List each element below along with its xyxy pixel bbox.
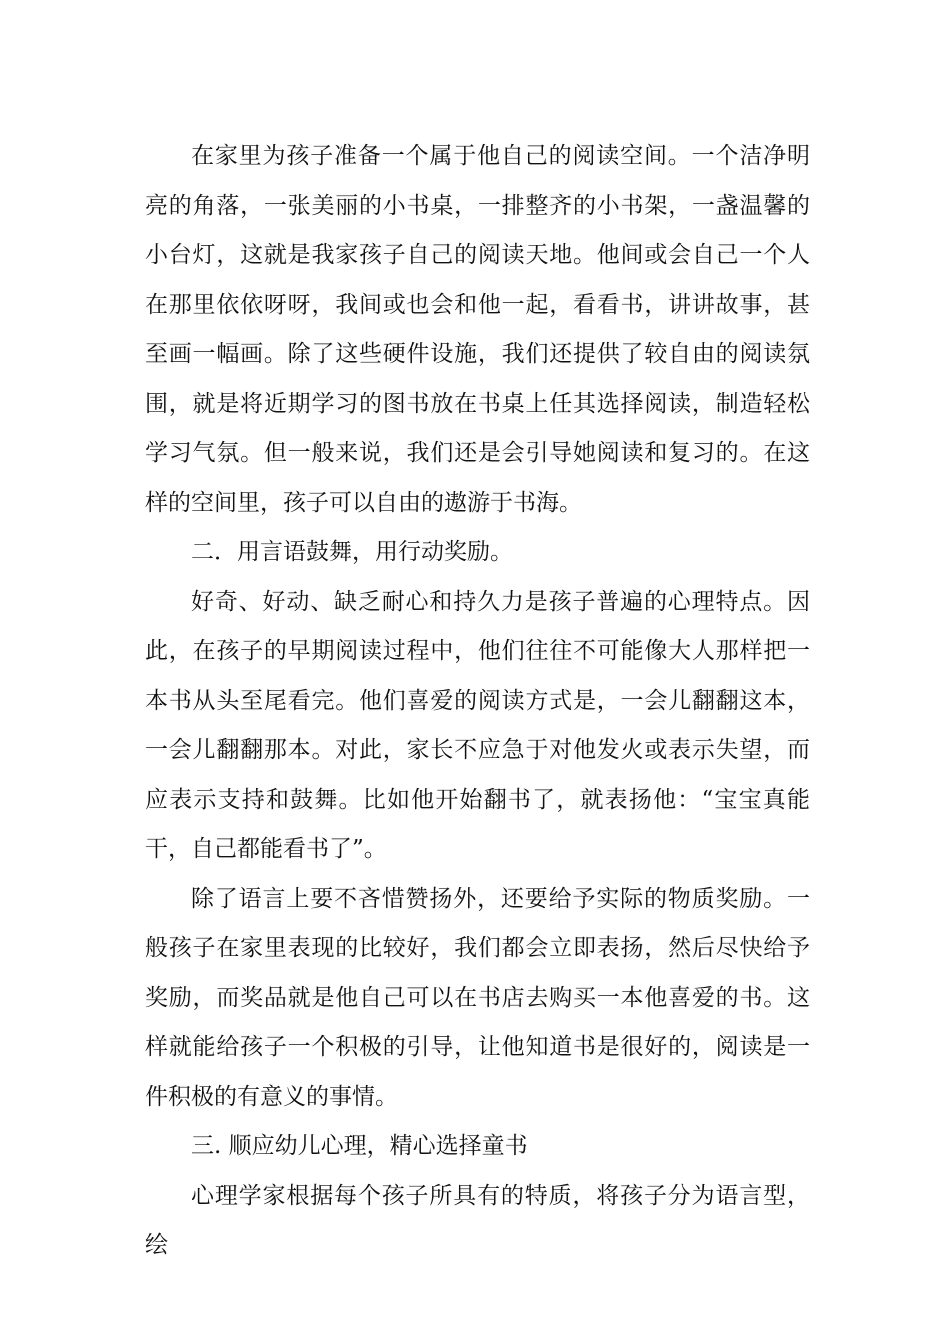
paragraph-material-reward: 除了语言上要不吝惜赞扬外，还要给予实际的物质奖励。一般孩子在家里表现的比较好，我们都会立即表扬，然后尽快给予奖励，而奖品就是他自己可以在书店去购买一本他喜爱的书。这样就能给孩子一个积极的引导，让他知道书是很好的，阅读是一件积极的有意义的事情。 [145,885,810,1110]
paragraph-reading-space: 在家里为孩子准备一个属于他自己的阅读空间。一个洁净明亮的角落，一张美丽的小书桌，一排整齐的小书架，一盏温馨的小台灯，这就是我家孩子自己的阅读天地。他间或会自己一个人在那里依依呀呀，我间或也会和他一起，看看书，讲讲故事，甚至画一幅画。除了这些硬件设施，我们还提供了较自由的阅读氛围，就是将近期学习的图书放在书桌上任其选择阅读，制造轻松学习气氛。但一般来说，我们还是会引导她阅读和复习的。在这样的空间里，孩子可以自由的遨游于书海。 [145,143,810,516]
paragraph-psychologist: 心理学家根据每个孩子所具有的特质，将孩子分为语言型，绘 [145,1182,810,1258]
paragraph-child-traits: 好奇、好动、缺乏耐心和持久力是孩子普遍的心理特点。因此，在孩子的早期阅读过程中，他们往往不可能像大人那样把一本书从头至尾看完。他们喜爱的阅读方式是，一会儿翻翻这本，一会儿翻翻那本。对此，家长不应急于对他发火或表示失望，而应表示支持和鼓舞。比如他开始翻书了，就表扬他：“宝宝真能干，自己都能看书了”。 [145,588,810,862]
section-heading-book-selection: 三. 顺应幼儿心理，精心选择童书 [191,1133,528,1159]
section-heading-encouragement: 二．用言语鼓舞，用行动奖励。 [191,539,513,565]
document-body [145,132,810,1271]
